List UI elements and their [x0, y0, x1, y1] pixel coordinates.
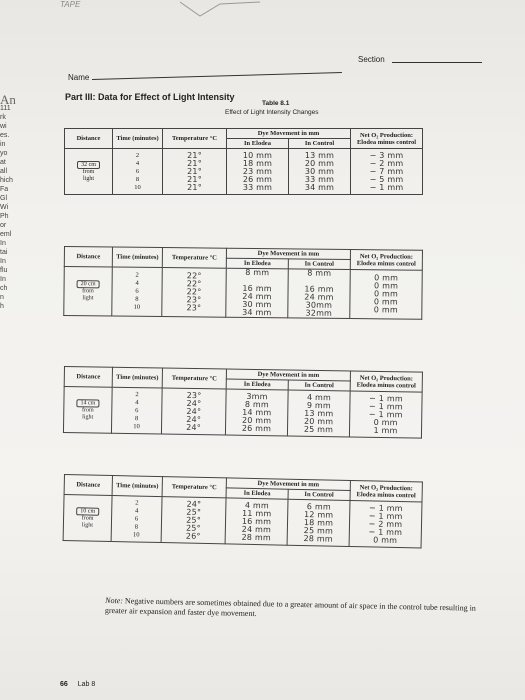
- margin-fragment: 111: [0, 105, 11, 112]
- times-entry: 8: [135, 295, 139, 303]
- control-entry: 28 mm: [303, 533, 333, 544]
- table-number: Table 8.1: [262, 100, 290, 107]
- elodea-entry: 34 mm: [242, 307, 272, 318]
- time-cell: [113, 149, 163, 195]
- control-entry: 6 mm: [306, 501, 331, 512]
- control-cell: [287, 390, 350, 437]
- net-o2-title: Net O₂ Production:: [359, 252, 413, 261]
- lab-label: Lab 8: [77, 681, 96, 688]
- net-entry: − 1 mm: [369, 393, 403, 403]
- col-net-o2: [351, 129, 423, 149]
- net-o2-sub: Elodea minus control: [356, 381, 416, 390]
- elodea-entry: 8 mm: [245, 267, 270, 278]
- col-distance: Distance: [64, 247, 112, 268]
- col-dye: Dye Movement in mm: [226, 248, 350, 259]
- elodea-cell: [225, 498, 288, 545]
- margin-fragment: hich: [0, 177, 13, 184]
- elodea-entry: 14 mm: [242, 407, 272, 417]
- net-cell: [350, 269, 423, 319]
- temperature-cell: [162, 268, 227, 318]
- times-entry: 6: [135, 167, 140, 175]
- temperature-cell: [161, 497, 226, 544]
- margin-fragment: eml: [0, 231, 12, 238]
- control-cell: [288, 269, 351, 319]
- net-o2-title: Net O₂ Production:: [359, 483, 413, 492]
- times-entry: 8: [134, 522, 139, 531]
- distance-cell: [63, 495, 112, 542]
- col-distance: Distance: [64, 475, 112, 496]
- distance-cell: [65, 149, 113, 195]
- elodea-entry: 24 mm: [242, 291, 272, 302]
- col-net-o2: [350, 480, 422, 502]
- margin-fragment: tai: [0, 249, 8, 256]
- top-strip: [30, 0, 330, 20]
- temps-entry: 22°: [186, 279, 202, 289]
- net-entry: 0 mm: [374, 273, 399, 283]
- control-entry: 25 mm: [303, 525, 334, 536]
- net-entry: − 3 mm: [369, 150, 404, 160]
- margin-fragment: rk wi: [0, 114, 7, 130]
- from-light-text: light: [81, 521, 93, 529]
- control-entry: 30mm: [305, 300, 333, 310]
- control-cell: [287, 499, 350, 546]
- temps-entry: 25°: [186, 515, 202, 525]
- margin-fragment: es.: [0, 132, 10, 139]
- temps-entry: 21°: [187, 150, 202, 160]
- times-entry: 4: [135, 398, 139, 406]
- distance-cell: [63, 387, 112, 434]
- control-entry: 33 mm: [304, 174, 335, 184]
- temps-entry: 23°: [186, 390, 202, 400]
- control-cell: [289, 149, 351, 195]
- margin-fragment: Gl: [0, 195, 7, 202]
- effect-table-4: [63, 474, 423, 549]
- time-cell: [112, 267, 163, 317]
- times-entry: 4: [135, 506, 139, 515]
- distance-value: 14 cm: [76, 399, 99, 407]
- elodea-cell: [225, 389, 288, 436]
- times-entry: 4: [135, 279, 139, 287]
- temps-entry: 21°: [187, 174, 202, 184]
- times-entry: 8: [135, 175, 140, 183]
- margin-fragment: In: [0, 276, 6, 283]
- temps-entry: 24°: [186, 422, 202, 432]
- distance-value: 32 cm: [77, 161, 100, 169]
- temps-entry: 24°: [186, 499, 202, 509]
- temperature-cell: [163, 149, 227, 195]
- col-time: Time (minutes): [112, 367, 162, 388]
- times-entry: 10: [133, 422, 140, 430]
- net-entry: − 5 mm: [369, 174, 404, 184]
- control-entry: 4 mm: [306, 392, 332, 402]
- net-entry: 0 mm: [373, 297, 398, 307]
- margin-fragment: or: [0, 222, 7, 229]
- control-entry: 25 mm: [303, 424, 334, 434]
- control-entry: 32mm: [305, 308, 333, 318]
- control-entry: 24 mm: [304, 292, 334, 302]
- times-entry: 10: [134, 183, 141, 191]
- col-dye: Dye Movement in mm: [226, 369, 350, 381]
- times-entry: 6: [135, 406, 139, 414]
- net-cell: [349, 500, 422, 547]
- col-distance: Distance: [65, 129, 113, 149]
- control-entry: 30 mm: [304, 166, 335, 176]
- elodea-entry: 26 mm: [242, 174, 273, 184]
- temps-entry: 23°: [186, 303, 202, 313]
- temps-entry: 24°: [186, 398, 202, 408]
- control-entry: 13 mm: [304, 150, 335, 160]
- temperature-cell: [161, 388, 226, 435]
- margin-fragment: ch: [0, 285, 8, 292]
- note-label: Note:: [105, 595, 124, 606]
- col-temperature: Temperature °C: [162, 477, 226, 498]
- from-light-text: from: [81, 406, 94, 413]
- col-in-control: In Control: [289, 139, 351, 149]
- elodea-entry: 24 mm: [241, 524, 272, 534]
- control-entry: 8 mm: [307, 268, 332, 278]
- net-entry: 1 mm: [373, 425, 398, 435]
- distance-value: 20 cm: [77, 280, 100, 288]
- margin-fragment: in yo: [0, 141, 8, 157]
- temps-entry: 24°: [186, 406, 202, 416]
- times-entry: 2: [135, 499, 139, 507]
- margin-fragment: In: [0, 258, 6, 265]
- net-entry: − 1 mm: [368, 526, 403, 537]
- times-entry: 6: [134, 514, 139, 523]
- control-entry: 13 mm: [304, 408, 334, 418]
- control-entry: 9 mm: [306, 400, 332, 410]
- net-entry: 0 mm: [373, 417, 398, 427]
- temps-entry: 22°: [186, 271, 202, 281]
- temps-entry: 25°: [186, 507, 202, 517]
- net-cell: [351, 149, 423, 195]
- col-in-elodea: In Elodea: [226, 258, 288, 269]
- elodea-entry: 16 mm: [241, 516, 272, 526]
- net-entry: − 2 mm: [368, 518, 403, 529]
- times-entry: 10: [132, 530, 140, 539]
- temps-entry: 26°: [185, 531, 201, 541]
- distance-value: 10 cm: [76, 507, 99, 515]
- temps-entry: 21°: [187, 158, 202, 168]
- temps-entry: 21°: [187, 182, 202, 192]
- net-entry: − 1 mm: [368, 409, 403, 419]
- temps-entry: 23°: [186, 295, 202, 305]
- net-o2-title: Net O₂ Production:: [359, 131, 414, 139]
- margin-fragment: Wi: [0, 204, 9, 211]
- net-entry: 0 mm: [373, 289, 399, 299]
- elodea-entry: 26 mm: [241, 423, 272, 433]
- col-in-elodea: In Elodea: [226, 488, 288, 499]
- control-entry: 20 mm: [304, 158, 335, 168]
- net-o2-sub: Elodea minus control: [356, 138, 417, 146]
- temps-entry: 24°: [186, 414, 202, 424]
- col-net-o2: [350, 371, 422, 392]
- net-entry: 0 mm: [374, 281, 399, 291]
- times-entry: 10: [133, 303, 141, 311]
- margin-fragment: Fa: [0, 186, 9, 193]
- temps-entry: 25°: [185, 523, 201, 533]
- margin-fragment: In: [0, 240, 6, 247]
- note: [105, 596, 495, 624]
- col-time: Time (minutes): [112, 247, 162, 268]
- name-line: [92, 72, 342, 80]
- margin-fragment: An: [0, 92, 16, 107]
- col-temperature: Temperature °C: [162, 368, 226, 389]
- col-in-control: In Control: [288, 259, 350, 270]
- col-time: Time (minutes): [113, 129, 163, 149]
- effect-table-2: [63, 246, 423, 320]
- net-o2-title: Net O₂ Production:: [359, 374, 413, 382]
- net-o2-sub: Elodea minus control: [356, 490, 416, 499]
- margin-fragment: flu: [0, 267, 8, 274]
- time-cell: [111, 387, 162, 434]
- from-light-text: light: [82, 413, 94, 420]
- net-entry: 0 mm: [373, 534, 398, 545]
- elodea-entry: 3mm: [246, 391, 268, 401]
- control-entry: 34 mm: [304, 182, 335, 192]
- net-entry: − 1 mm: [369, 182, 404, 192]
- net-entry: − 1 mm: [368, 510, 403, 521]
- margin-fragment: Ph: [0, 213, 9, 220]
- temps-entry: 22°: [186, 287, 202, 297]
- distance-cell: [64, 267, 113, 316]
- col-in-elodea: In Elodea: [226, 379, 288, 390]
- from-light-text: from: [82, 168, 95, 175]
- margin-fragment: h: [0, 303, 4, 310]
- from-light-text: from: [81, 514, 94, 522]
- net-entry: − 1 mm: [368, 502, 403, 513]
- elodea-entry: 33 mm: [242, 182, 273, 192]
- net-entry: − 1 mm: [368, 401, 403, 411]
- col-temperature: Temperature °C: [163, 129, 227, 149]
- elodea-cell: [226, 268, 289, 318]
- elodea-entry: 20 mm: [241, 415, 272, 425]
- col-net-o2: [350, 250, 422, 271]
- elodea-entry: 30 mm: [242, 299, 272, 310]
- net-entry: 0 mm: [373, 305, 398, 315]
- times-entry: 2: [135, 271, 139, 279]
- times-entry: 2: [135, 390, 139, 398]
- elodea-cell: [227, 149, 289, 195]
- margin-fragment: n: [0, 294, 4, 301]
- temps-entry: 21°: [187, 166, 202, 176]
- col-in-elodea: In Elodea: [227, 139, 289, 149]
- col-dye: Dye Movement in mm: [226, 478, 350, 491]
- elodea-entry: 28 mm: [241, 532, 271, 542]
- effect-table-3: [63, 366, 423, 439]
- times-entry: 2: [135, 151, 140, 159]
- section-label: Section: [358, 55, 385, 64]
- margin-fragment: at all: [0, 159, 8, 175]
- col-temperature: Temperature °C: [162, 248, 226, 269]
- times-entry: 8: [135, 414, 139, 422]
- table-caption: Effect of Light Intensity Changes: [225, 109, 319, 116]
- control-entry: 18 mm: [303, 517, 334, 528]
- page-number: 66: [60, 681, 68, 688]
- net-entry: − 2 mm: [369, 158, 404, 168]
- col-in-control: In Control: [288, 489, 350, 500]
- col-in-control: In Control: [288, 380, 350, 391]
- footer: [60, 681, 95, 688]
- col-distance: Distance: [64, 367, 112, 388]
- from-light-text: light: [82, 295, 94, 302]
- name-label: Name: [68, 73, 90, 82]
- elodea-entry: 18 mm: [242, 158, 273, 168]
- part-title: Part III: Data for Effect of Light Intensity: [65, 92, 235, 102]
- elodea-entry: 16 mm: [242, 283, 272, 294]
- times-entry: 4: [135, 159, 140, 167]
- elodea-entry: 10 mm: [242, 150, 273, 160]
- left-margin-fragments: [0, 92, 16, 425]
- from-light-text: from: [82, 288, 94, 295]
- col-dye: Dye Movement in mm: [227, 129, 351, 139]
- time-cell: [111, 496, 162, 543]
- elodea-entry: 23 mm: [242, 166, 273, 176]
- section-line: [392, 62, 482, 63]
- net-cell: [349, 391, 422, 438]
- control-entry: 16 mm: [304, 284, 334, 294]
- elodea-entry: 8 mm: [244, 399, 270, 409]
- control-entry: 20 mm: [303, 416, 334, 426]
- control-entry: 12 mm: [303, 509, 334, 520]
- net-entry: − 7 mm: [369, 166, 404, 176]
- elodea-entry: 4 mm: [244, 500, 269, 510]
- effect-table-1: [64, 128, 423, 195]
- col-time: Time (minutes): [112, 476, 162, 497]
- net-o2-sub: Elodea minus control: [356, 259, 416, 268]
- times-entry: 6: [135, 287, 139, 295]
- tape-label: TAPE: [60, 0, 81, 9]
- elodea-entry: 11 mm: [241, 508, 272, 518]
- note-text: Negative numbers are sometimes obtained due to a greater amount of air space in the control tube resulting in greater air expansion and faster dye movement.: [104, 596, 476, 619]
- from-light-text: light: [82, 175, 94, 182]
